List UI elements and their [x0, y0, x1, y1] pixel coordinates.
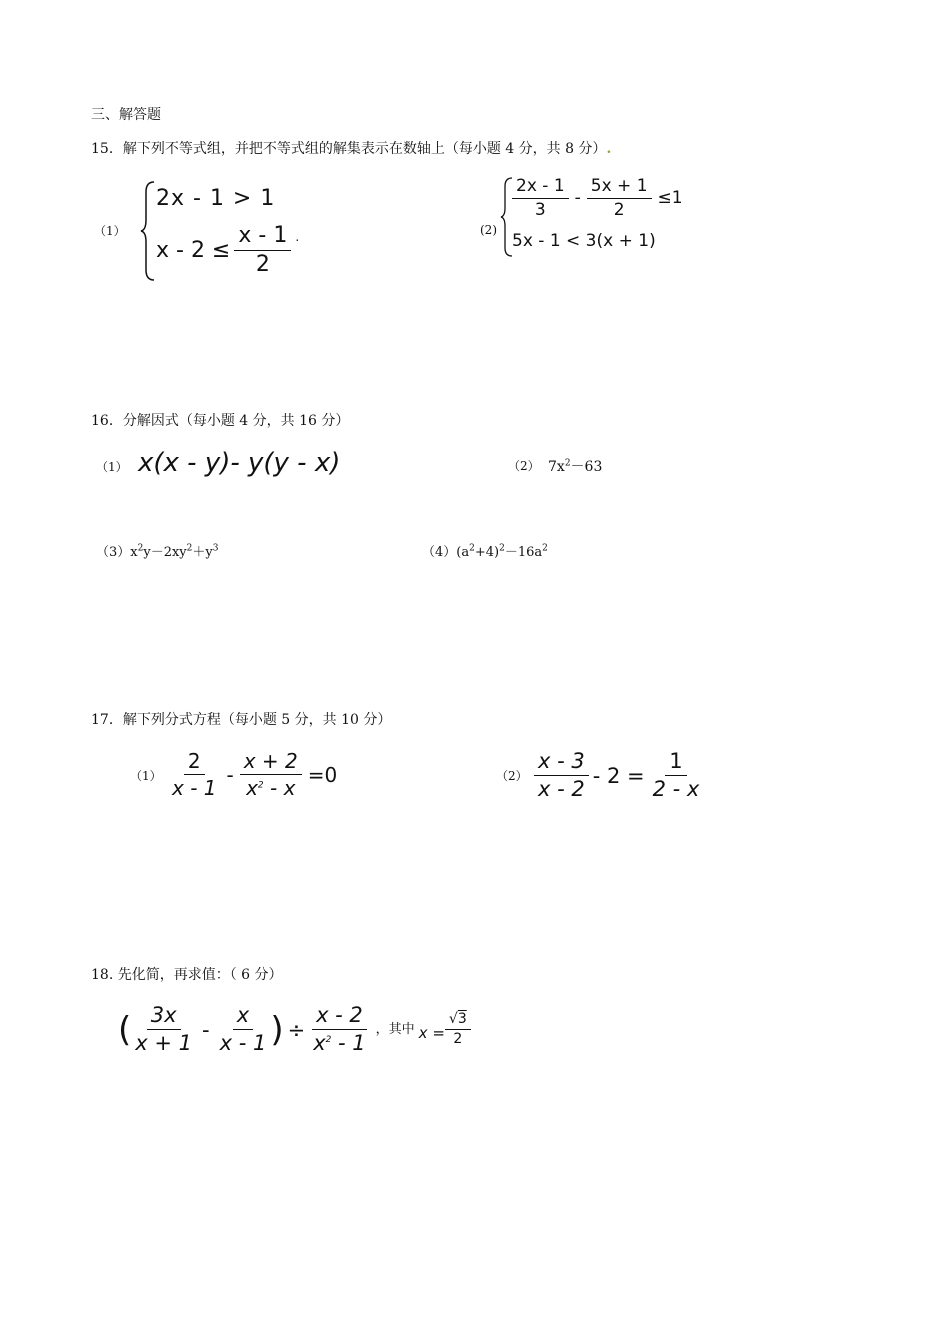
- q16-p4: $(4)(a^2+4)^2-16a^2$: [422, 543, 548, 560]
- section-title: 三、解答题: [91, 107, 161, 123]
- q15-p1-fraction: $\frac{x - 1}{2}$: [234, 224, 291, 277]
- q16-p2-label: （2）: [508, 459, 540, 473]
- q15-p2-fraction-b: $\frac{5x + 1}{2}$: [587, 177, 652, 219]
- q17-p2-label: （2）: [496, 769, 528, 783]
- q15-p2-line2: 5x - 1 < 3(x + 1): [512, 231, 656, 251]
- q16-p1-expr: x(x - y)- y(y - x): [138, 448, 341, 478]
- q18-value-fraction: $\frac{√3}{2}$: [445, 1012, 471, 1048]
- q15-p1-label: （1）: [94, 224, 126, 238]
- q15-p2-label: (2): [480, 223, 497, 237]
- q15-period: .: [606, 141, 612, 157]
- q17-p1-fraction-a: $\frac{2}{x - 1}$: [172, 749, 217, 800]
- q16-p4-label: （4）: [422, 545, 457, 560]
- q16-p1-label: （1）: [96, 460, 128, 474]
- q18-fraction-a: $\frac{3x}{x + 1}$: [135, 1003, 193, 1056]
- q17-p2-fraction-a: $\frac{x - 3}{x - 2}$: [534, 750, 589, 801]
- q16-heading: 16．分解因式（每小题 4 分，共 16 分）: [91, 413, 350, 429]
- q15-p1-line2: x - 2 ≤ $\frac{x - 1}{2}$ .: [156, 223, 300, 278]
- q17-heading: 17．解下列分式方程（每小题 5 分，共 10 分）: [91, 712, 392, 728]
- q17-p2-fraction-b: $\frac{1}{2 - x}$: [652, 749, 700, 802]
- q17-p1-expr: $\frac{2}{x - 1}$ - $\frac{x + 2}{x^2 - x}$ =0: [168, 750, 337, 799]
- q15-p2-line1: $\frac{2x - 1}{3}$ - $\frac{5x + 1}{2}$ ≤1: [512, 177, 683, 219]
- q16-p3-label: （3）: [96, 545, 131, 560]
- q17-p1-label: （1）: [130, 769, 162, 783]
- sqrt-icon: √: [448, 1011, 458, 1027]
- q18-fraction-c: $\frac{x - 2}{x^2 - 1}$: [313, 1003, 366, 1056]
- q15-p1-brace-icon: [140, 180, 156, 282]
- q17-p2-expr: $\frac{x - 3}{x - 2}$ - 2 = $\frac{1}{2 - x}$: [534, 750, 703, 801]
- q15-p2-fraction-a: $\frac{2x - 1}{3}$: [512, 177, 569, 219]
- q18-fraction-b: $\frac{x}{x - 1}$: [219, 1003, 267, 1056]
- q17-p1-fraction-b: $\frac{x + 2}{x^2 - x}$: [240, 750, 302, 799]
- q16-p3: $(3)x^2y-2xy^2+y^3$: [96, 543, 219, 560]
- q18-expr: ( $\frac{3x}{x + 1}$ - $\frac{x}{x - 1}$ ) ÷ $\frac{x - 2}{x^2 - 1}$ ，其中 x = $\frac{√3}{2}$: [118, 1004, 471, 1055]
- q16-p2-expr: $7x^2-63$: [548, 458, 603, 475]
- q18-heading: 18. 先化简，再求值：（ 6 分）: [91, 967, 283, 983]
- q15-p1-line1: 2x - 1 > 1: [156, 186, 276, 211]
- q15-heading: 15．解下列不等式组，并把不等式组的解集表示在数轴上（每小题 4 分，共 8 分）.: [91, 141, 612, 157]
